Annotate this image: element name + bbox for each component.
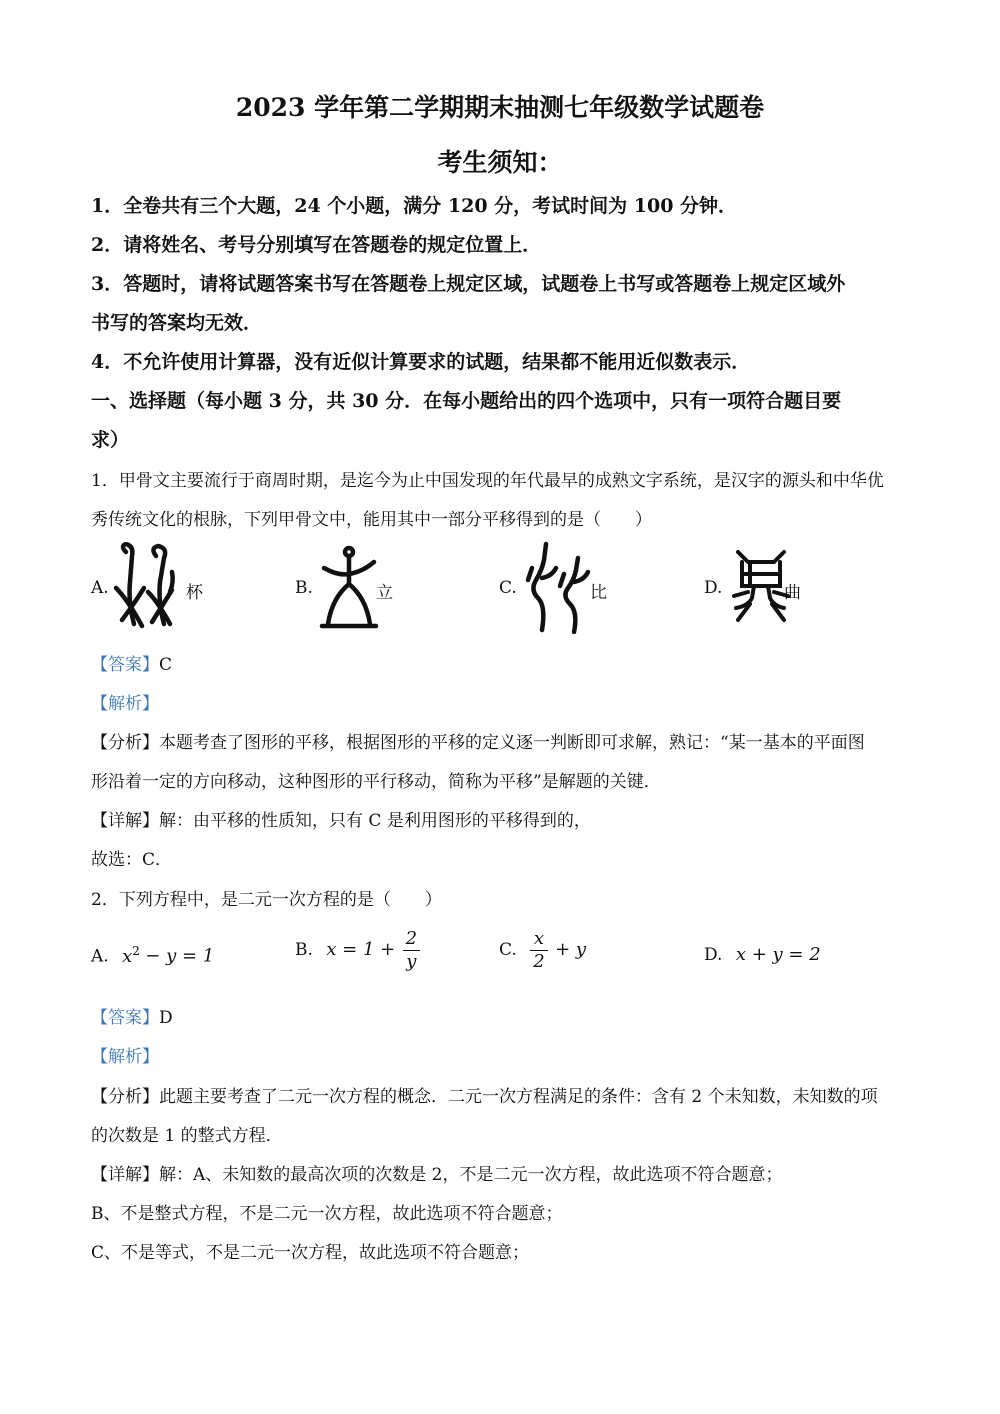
q2-option-c [499,928,586,973]
q1-analysis-label [91,689,159,714]
q2-xiangjie [91,1160,783,1185]
q2-option-a [91,944,214,967]
q2-answer-line [91,1003,173,1028]
oracle-bi-glyph [522,540,594,634]
q2-option-c-denominator: 2 [533,951,545,972]
q1-xiangjie-text: 解：由平移的性质知，只有 C 是利用图形的平移得到的， [159,811,591,831]
xiangjie-label: 【详解】 [91,811,159,831]
q2-option-b [295,928,422,973]
q2-option-d-letter: D. [704,945,723,965]
q2-analysis-label [91,1042,159,1067]
q1-fenxi-cont: 形沿着一定的方向移动，这种图形的平行移动，简称为平移”是解题的关键． [91,772,661,792]
notice-item-3-cont: 书写的答案均无效． [91,312,263,334]
q2-fenxi-cont: 的次数是 1 的整式方程． [91,1126,283,1146]
q2-line-b: B、不是整式方程，不是二元一次方程，故此选项不符合题意； [91,1204,563,1224]
q1-option-a-letter: A. [91,578,109,598]
q1-option-a-char: 杯 [186,583,203,603]
q2-option-b-numerator: 2 [403,928,420,951]
answer-label: 【答案】 [91,655,159,675]
q1-option-d-char: 曲 [784,583,801,603]
section-heading: 一、选择题（每小题 3 分，共 30 分．在每小题给出的四个选项中，只有一项符合题目要 [91,390,842,412]
q2-option-c-letter: C. [499,940,517,960]
xiangjie-label: 【详解】 [91,1165,159,1185]
q2-option-b-denominator: y [406,951,417,972]
analysis-label: 【解析】 [91,1047,159,1067]
q2-xiangjie-text: 解：A、未知数的最高次项的次数是 2，不是二元一次方程，故此选项不符合题意； [159,1165,783,1185]
section-heading-cont: 求） [91,429,130,451]
analysis-label: 【解析】 [91,694,159,714]
q1-fenxi-text: 本题考查了图形的平移，根据图形的平移的定义逐一判断即可求解，熟记：“某一基本的平面图 [159,733,865,753]
q2-fenxi [91,1082,878,1107]
q2-option-b-lhs: x = 1 + [326,939,396,960]
oracle-bei-glyph [112,542,187,630]
oracle-qu-glyph [730,548,792,626]
notice-item-3: 3．答题时，请将试题答案书写在答题卷上规定区域，试题卷上书写或答题卷上规定区域外 [91,273,846,295]
q1-option-c-char: 比 [590,583,607,603]
q1-fenxi [91,728,865,753]
q2-stem: 2．下列方程中，是二元一次方程的是（ ） [91,890,442,910]
page-title: 2023 学年第二学期期末抽测七年级数学试题卷 [235,93,765,122]
notice-heading: 考生须知： [437,148,563,177]
q2-option-a-rest: − y = 1 [145,945,215,967]
q2-option-d [704,944,821,965]
q1-option-d-letter: D. [704,578,723,598]
oracle-li-glyph [318,544,380,630]
q2-option-c-rest: + y [555,939,587,960]
q2-answer-value: D [159,1008,173,1028]
q2-option-c-fraction [530,928,547,973]
q2-option-a-exponent: 2 [132,944,140,958]
q2-option-d-expr: x + y = 2 [735,944,821,965]
answer-label: 【答案】 [91,1008,159,1028]
notice-item-2: 2．请将姓名、考号分别填写在答题卷的规定位置上． [91,234,542,256]
q2-option-a-x: x [122,945,133,967]
fenxi-label: 【分析】 [91,1087,159,1107]
notice-item-1: 1．全卷共有三个大题，24 个小题，满分 120 分，考试时间为 100 分钟． [91,195,738,217]
q1-stem: 1．甲骨文主要流行于商周时期，是迄今为止中国发现的年代最早的成熟文字系统，是汉字的源头和中华优 [91,471,884,491]
q2-option-b-fraction [403,928,420,973]
q2-option-b-letter: B. [295,940,313,960]
q2-option-a-letter: A. [91,946,109,967]
q2-line-c: C、不是等式，不是二元一次方程，故此选项不符合题意； [91,1243,530,1263]
q1-answer-value: C [159,655,173,675]
q1-option-b-letter: B. [295,578,313,598]
q1-stem-cont: 秀传统文化的根脉，下列甲骨文中，能用其中一部分平移得到的是（ ） [91,510,652,530]
q1-conclusion: 故选：C． [91,850,173,870]
q2-fenxi-text: 此题主要考查了二元一次方程的概念．二元一次方程满足的条件：含有 2 个未知数，未知数的项 [159,1087,878,1107]
q1-answer-line [91,650,172,675]
q1-option-b-char: 立 [376,583,393,603]
notice-item-4: 4．不允许使用计算器，没有近似计算要求的试题，结果都不能用近似数表示． [91,351,751,373]
fenxi-label: 【分析】 [91,733,159,753]
q2-option-c-numerator: x [530,928,547,951]
q1-option-c-letter: C. [499,578,517,598]
q1-xiangjie [91,806,591,831]
